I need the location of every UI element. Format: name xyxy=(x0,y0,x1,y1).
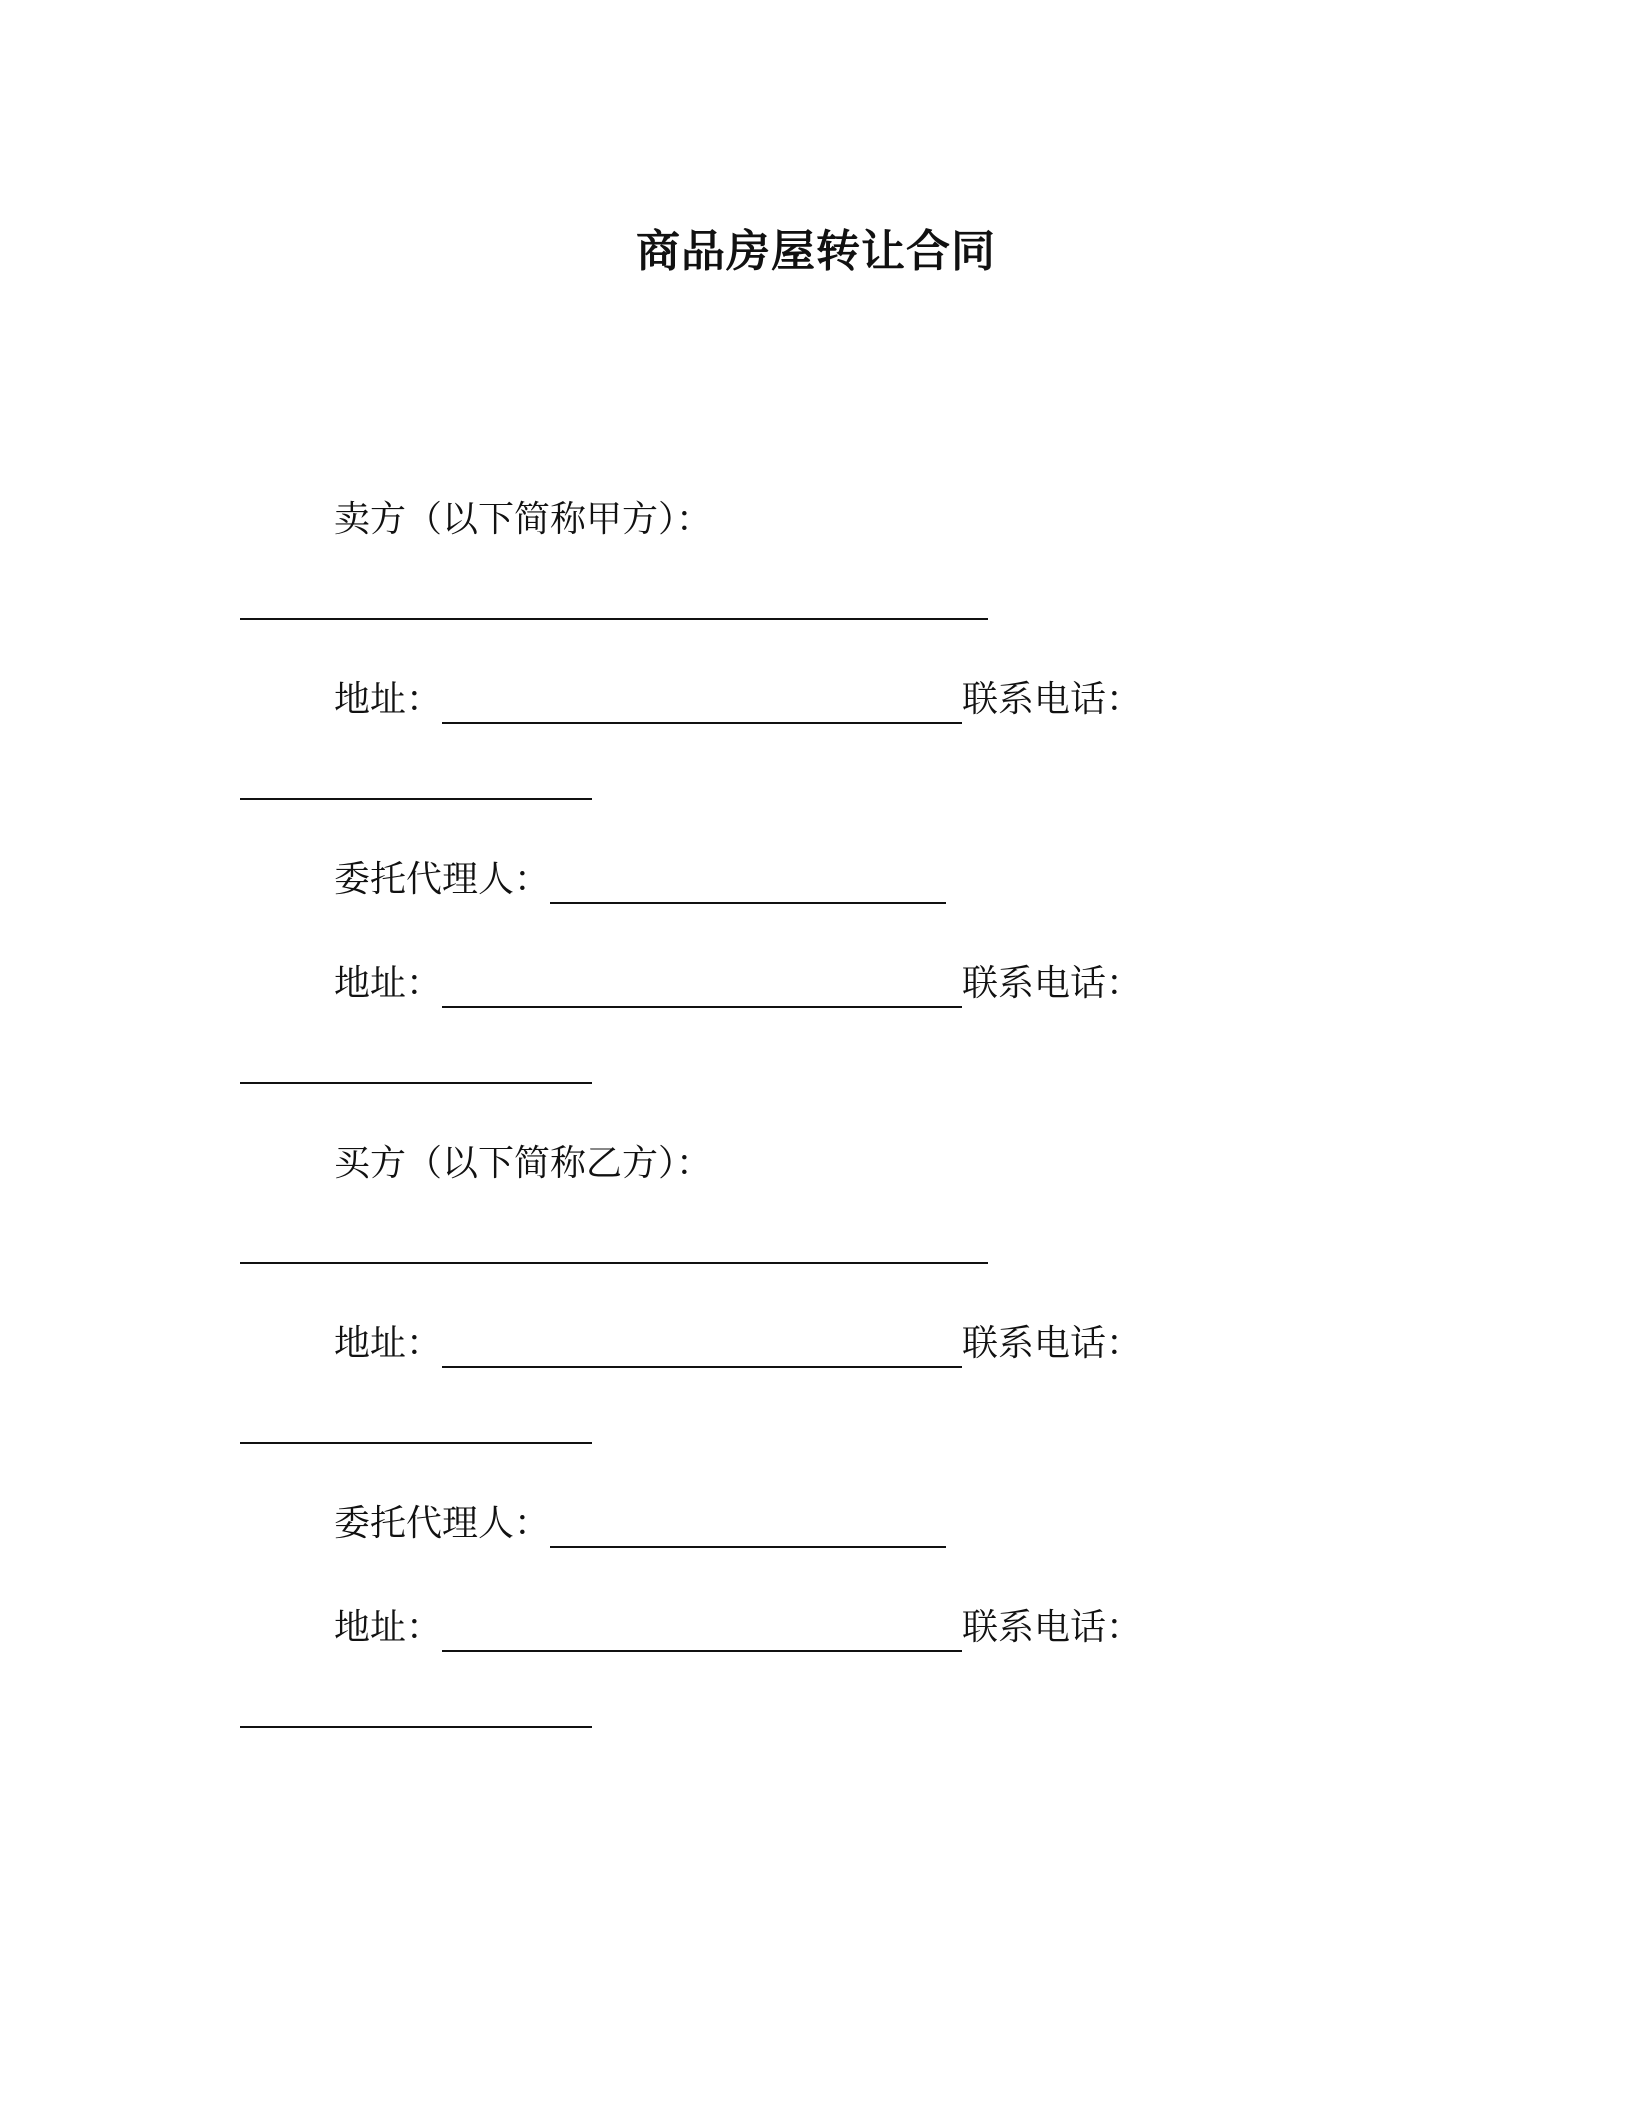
seller-agent-address-row xyxy=(334,960,1142,1008)
seller-agent-blank xyxy=(550,866,946,904)
seller-agent-phone-blank xyxy=(240,1082,592,1084)
buyer-phone-label: 联系电话： xyxy=(962,1323,1143,1364)
buyer-agent-address-blank xyxy=(442,1614,962,1652)
seller-name-blank xyxy=(240,618,988,620)
seller-address-row xyxy=(334,676,1142,724)
seller-phone-label: 联系电话： xyxy=(962,679,1143,720)
buyer-address-blank xyxy=(442,1330,962,1368)
buyer-name-blank xyxy=(240,1262,988,1264)
seller-agent-row xyxy=(334,856,946,904)
buyer-agent-row xyxy=(334,1500,946,1548)
seller-address-label: 地址： xyxy=(334,679,443,720)
buyer-agent-address-label: 地址： xyxy=(334,1607,443,1648)
buyer-address-row xyxy=(334,1320,1142,1368)
buyer-phone-blank xyxy=(240,1442,592,1444)
seller-phone-blank xyxy=(240,798,592,800)
buyer-agent-address-row xyxy=(334,1604,1142,1652)
seller-agent-label: 委托代理人： xyxy=(334,859,551,900)
buyer-label: 买方（以下简称乙方）： xyxy=(334,1143,713,1184)
buyer-address-label: 地址： xyxy=(334,1323,443,1364)
buyer-agent-blank xyxy=(550,1510,946,1548)
seller-label: 卖方（以下简称甲方）： xyxy=(334,499,713,540)
buyer-agent-label: 委托代理人： xyxy=(334,1503,551,1544)
page-title: 商品房屋转让合同 xyxy=(636,226,996,277)
buyer-agent-phone-label: 联系电话： xyxy=(962,1607,1143,1648)
seller-agent-address-label: 地址： xyxy=(334,963,443,1004)
seller-address-blank xyxy=(442,686,962,724)
seller-agent-address-blank xyxy=(442,970,962,1008)
seller-agent-phone-label: 联系电话： xyxy=(962,963,1143,1004)
buyer-agent-phone-blank xyxy=(240,1726,592,1728)
